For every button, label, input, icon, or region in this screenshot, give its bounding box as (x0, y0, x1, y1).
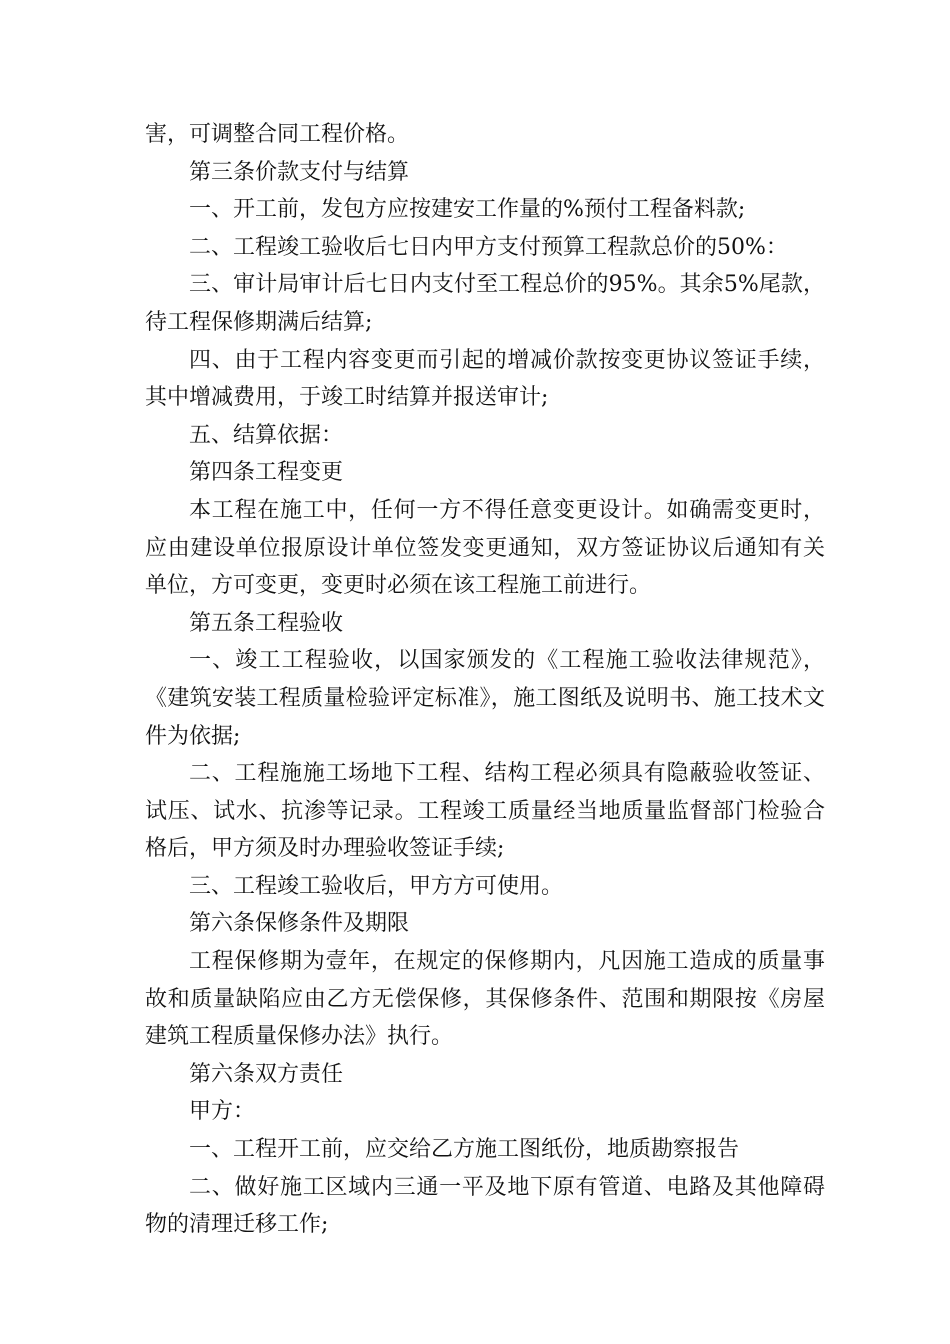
paragraph: 一、开工前，发包方应按建安工作量的%预付工程备料款; (189, 197, 746, 223)
paragraph: 甲方： (189, 1099, 256, 1125)
paragraph: 二、工程施施工场地下工程、结构工程必须具有隐蔽验收签证、试压、试水、抗渗等记录。工程竣工质量经当地质量监督部门检验合格后，甲方须及时办理验收签证手续; (145, 761, 825, 862)
paragraph: 五、结算依据： (189, 422, 344, 448)
section-heading-responsibility: 第六条双方责任 (189, 1061, 344, 1087)
section-heading-payment: 第三条价款支付与结算 (189, 159, 410, 185)
paragraph: 一、竣工工程验收，以国家颁发的《工程施工验收法律规范》，《建筑安装工程质量检验评定标准》，施工图纸及说明书、施工技术文件为依据; (145, 648, 825, 749)
section-heading-warranty: 第六条保修条件及期限 (189, 911, 410, 937)
paragraph-continuation: 害，可调整合同工程价格。 (145, 122, 410, 147)
paragraph: 二、工程竣工验收后七日内甲方支付预算工程款总价的50%： (189, 234, 788, 260)
paragraph: 四、由于工程内容变更而引起的增减价款按变更协议签证手续，其中增减费用，于竣工时结算并报送审计; (145, 347, 825, 411)
paragraph: 三、工程竣工验收后，甲方方可使用。 (189, 873, 564, 899)
section-heading-change: 第四条工程变更 (189, 460, 344, 486)
document-body (145, 116, 825, 1244)
section-heading-acceptance: 第五条工程验收 (189, 610, 344, 636)
paragraph: 一、工程开工前，应交给乙方施工图纸份，地质勘察报告 (189, 1137, 740, 1163)
paragraph: 工程保修期为壹年，在规定的保修期内，凡因施工造成的质量事故和质量缺陷应由乙方无偿保修，其保修条件、范围和期限按《房屋建筑工程质量保修办法》执行。 (145, 949, 825, 1050)
paragraph: 二、做好施工区域内三通一平及地下原有管道、电路及其他障碍物的清理迁移工作; (145, 1174, 825, 1238)
paragraph: 本工程在施工中，任何一方不得任意变更设计。如确需变更时，应由建设单位报原设计单位签发变更通知，双方签证协议后通知有关单位，方可变更，变更时必须在该工程施工前进行。 (145, 497, 825, 599)
paragraph: 三、审计局审计后七日内支付至工程总价的95%。其余5%尾款，待工程保修期满后结算; (145, 272, 825, 335)
